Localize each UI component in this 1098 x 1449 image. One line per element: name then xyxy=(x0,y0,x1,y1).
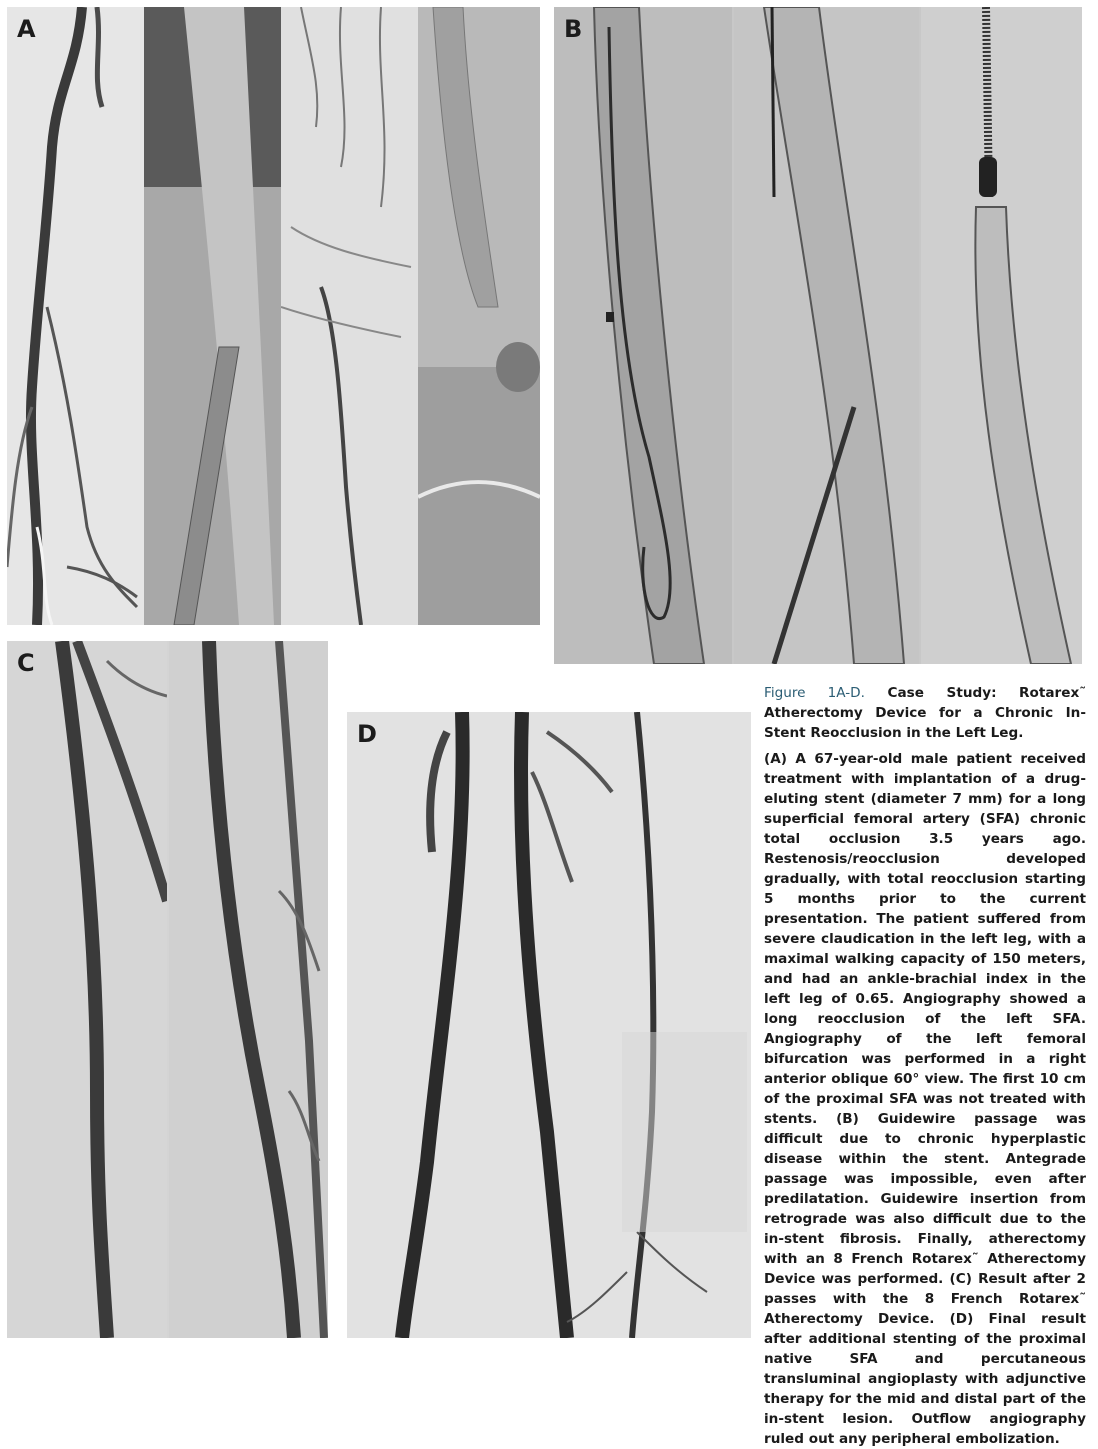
panel-a-image-1 xyxy=(7,7,144,625)
panel-label-c: C xyxy=(17,649,35,677)
panel-b-image-2 xyxy=(734,7,919,664)
panel-b-image-3 xyxy=(921,7,1082,664)
panel-c-image-1 xyxy=(7,641,167,1338)
caption-title: Case Study: Rotarex˜ Atherectomy Device for a Chronic In-Stent Reocclusion in the Left Leg. xyxy=(764,685,1087,741)
figure-panel-b xyxy=(554,7,1082,664)
panel-a-image-2 xyxy=(144,7,281,625)
caption-title-block xyxy=(764,683,1086,743)
figure-panel-c xyxy=(7,641,328,1338)
panel-label-a: A xyxy=(17,15,36,43)
panel-b-image-1 xyxy=(554,7,732,664)
figure-panel-d xyxy=(347,712,751,1338)
panel-a-image-3 xyxy=(281,7,418,625)
panel-label-d: D xyxy=(357,720,377,748)
figure-label: Figure 1A-D. xyxy=(764,685,865,701)
panel-c-image-2 xyxy=(169,641,328,1338)
panel-a-image-4 xyxy=(418,7,540,625)
figure-caption xyxy=(764,683,1086,1449)
panel-label-b: B xyxy=(564,15,583,43)
caption-body: (A) A 67-year-old male patient received treatment with implantation of a drug-eluting stent (diameter 7 mm) for a long superficial femoral artery (SFA) chronic total occlusion 3.5 years ago. Restenosis/reocclusion developed gradually, with total reocclusion starting 5 months prior to the current presentation. The patient suffered from severe claudication in the left leg, with a maximal walking capacity of 150 meters, and had an ankle-brachial index in the left leg of 0.65. Angiography showed a long reocclusion of the left SFA. Angiography of the left femoral bifurcation was performed in a right anterior oblique 60° view. The first 10 cm of the proximal SFA was not treated with stents. (B) Guidewire passage was difficult due to chronic hyperplastic disease within the stent. Antegrade passage was impossible, even after predilatation. Guidewire insertion from retrograde was also difficult due to the in-stent fibrosis. Finally, atherectomy with an 8 French Rotarex˜ Atherectomy Device was performed. (C) Result after 2 passes with the 8 French Rotarex˜ Atherectomy Device. (D) Final result after additional stenting of the proximal native SFA and percutaneous transluminal angioplasty with adjunctive therapy for the mid and distal part of the in-stent lesion. Outflow angiography ruled out any peripheral embolization. xyxy=(764,751,1086,1447)
figure-panel-a xyxy=(7,7,540,625)
panel-d-image xyxy=(347,712,751,1338)
